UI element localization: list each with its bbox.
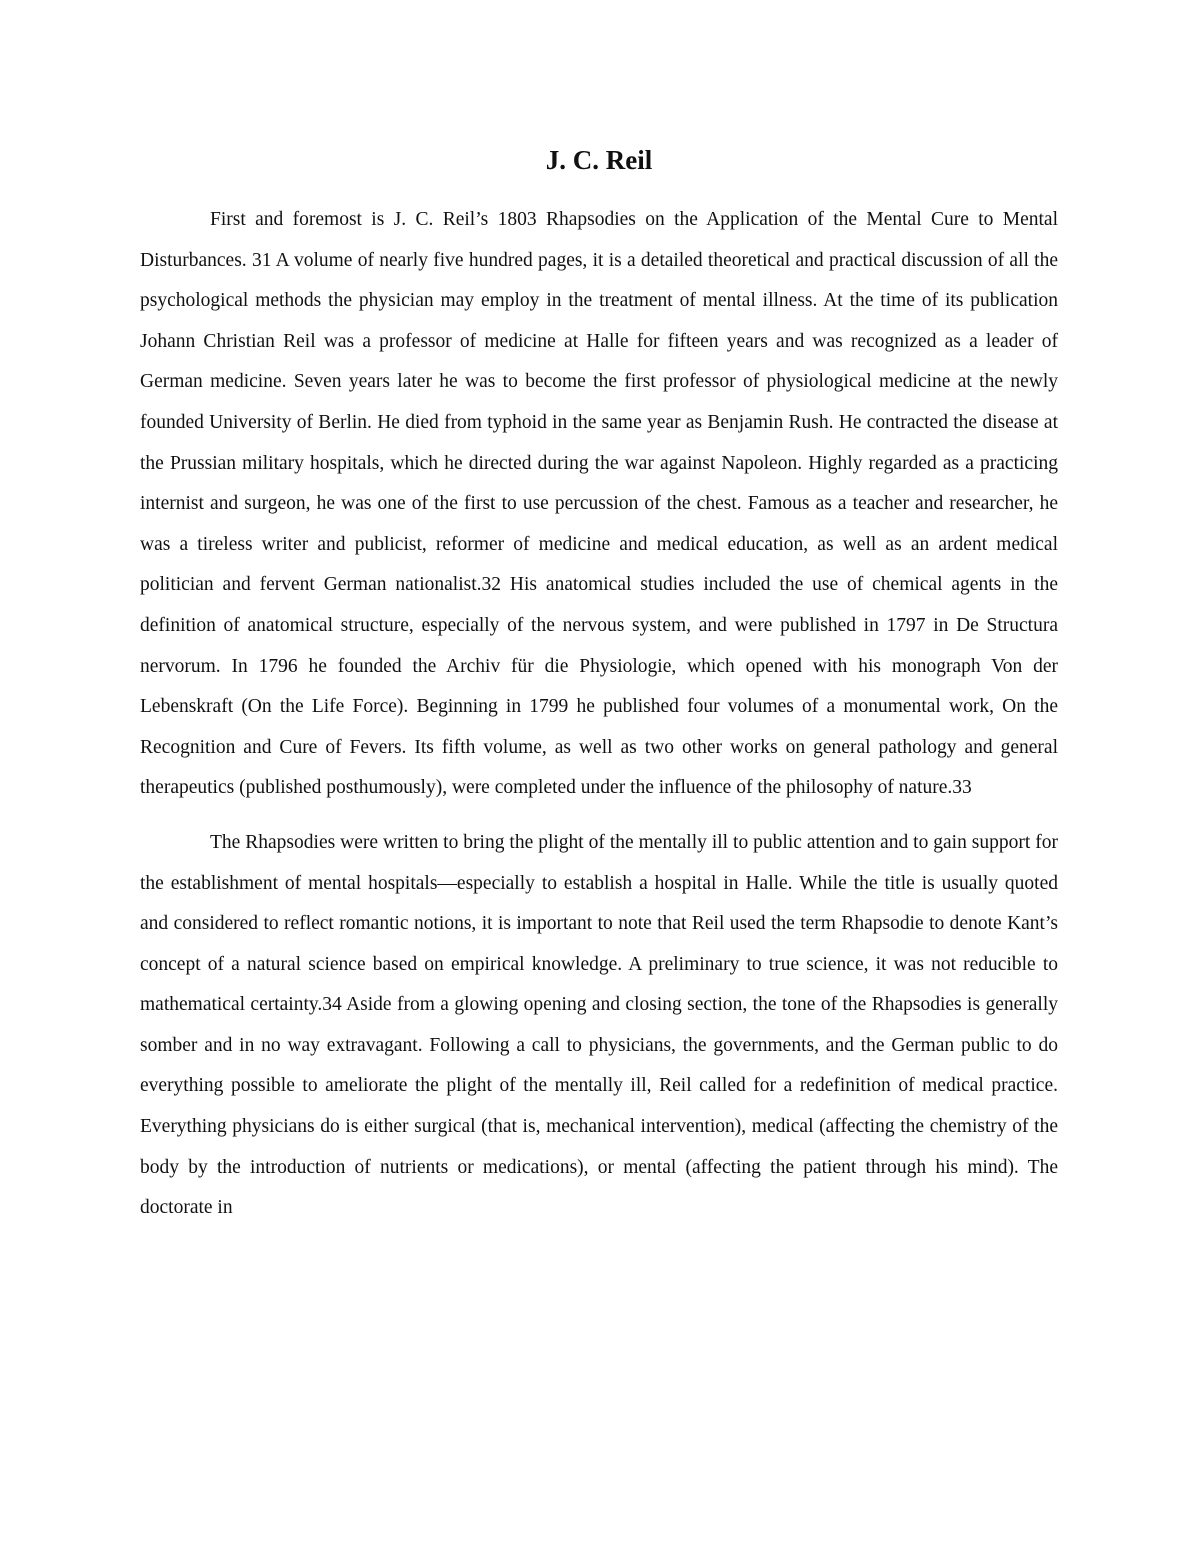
document-title: J. C. Reil: [545, 145, 653, 175]
paragraph-1: First and foremost is J. C. Reil’s 1803 Rhapsodies on the Application of the Mental Cure to Mental Disturbances. 31 A volume of nearly five hundred pages, it is a detailed theoretical and practical discussion of all the psychological methods the physician may employ in the treatment of mental illness. At the time of its publication Johann Christian Reil was a professor of medicine at Halle for fifteen years and was recognized as a leader of German medicine. Seven years later he was to become the first professor of physiological medicine at the newly founded University of Berlin. He died from typhoid in the same year as Benjamin Rush. He contracted the disease at the Prussian military hospitals, which he directed during the war against Napoleon. Highly regarded as a practicing internist and surgeon, he was one of the first to use percussion of the chest. Famous as a teacher and researcher, he was a tireless writer and publicist, reformer of medicine and medical education, as well as an ardent medical politician and fervent German nationalist.32 His anatomical studies included the use of chemical agents in the definition of anatomical structure, especially of the nervous system, and were published in 1797 in De Structura nervorum. In 1796 he founded the Archiv für die Physiologie, which opened with his monograph Von der Lebenskraft (On the Life Force). Beginning in 1799 he published four volumes of a monumental work, On the Recognition and Cure of Fevers. Its fifth volume, as well as two other works on general pathology and general therapeutics (published posthumously), were completed under the influence of the philosophy of nature.33: [140, 209, 1058, 799]
document-page: [140, 140, 1058, 1229]
paragraph-2: The Rhapsodies were written to bring the plight of the mentally ill to public attention and to gain support for the establishment of mental hospitals—especially to establish a hospital in Halle. While the title is usually quoted and considered to reflect romantic notions, it is important to note that Reil used the term Rhapsodie to denote Kant’s concept of a natural science based on empirical knowledge. A preliminary to true science, it was not reducible to mathematical certainty.34 Aside from a glowing opening and closing section, the tone of the Rhapsodies is generally somber and in no way extravagant. Following a call to physicians, the governments, and the German public to do everything possible to ameliorate the plight of the mentally ill, Reil called for a redefinition of medical practice. Everything physicians do is either surgical (that is, mechanical intervention), medical (affecting the chemistry of the body by the introduction of nutrients or medications), or mental (affecting the patient through his mind). The doctorate in: [140, 831, 1058, 1219]
